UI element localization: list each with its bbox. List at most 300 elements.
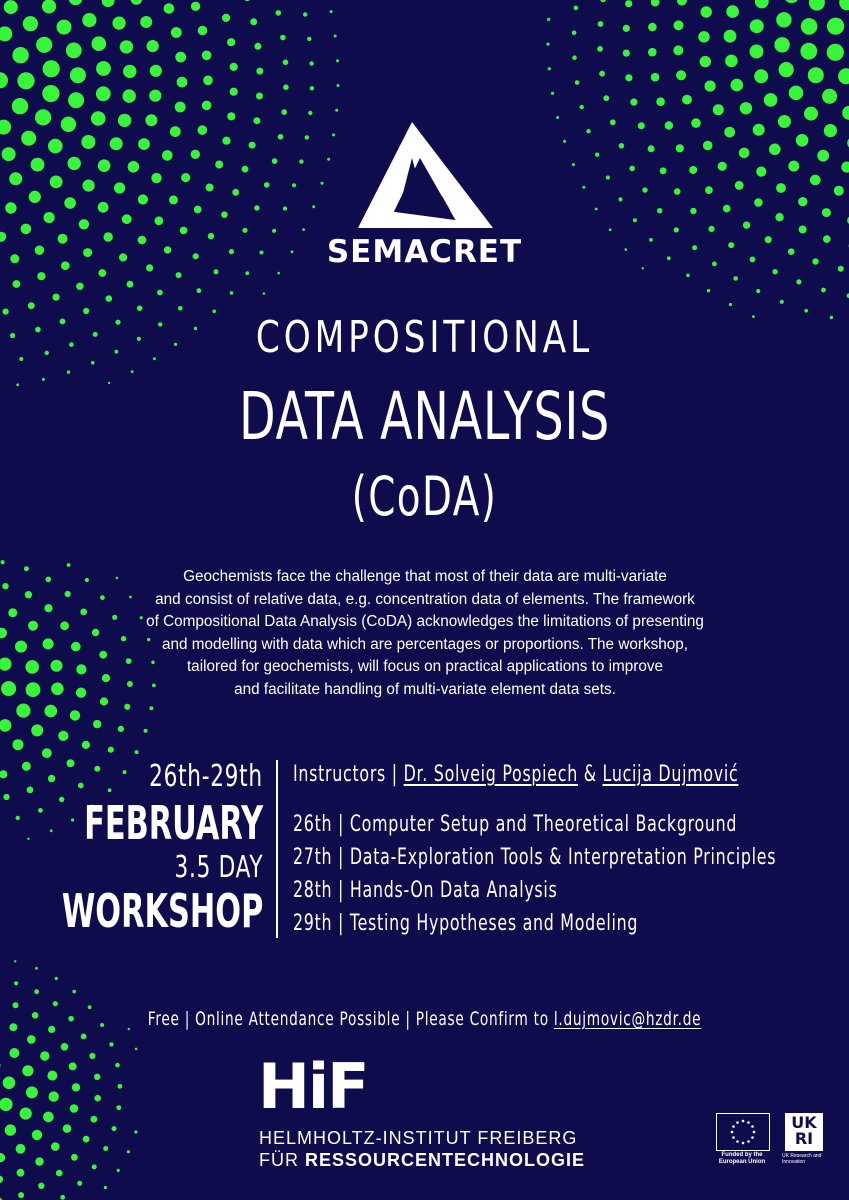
date-range: 26th-29th	[149, 759, 263, 794]
decorative-dot	[547, 18, 550, 21]
eu-star	[742, 1142, 745, 1145]
decorative-dot	[23, 16, 38, 31]
decorative-dot	[118, 726, 124, 732]
schedule-item	[293, 878, 558, 903]
decorative-dot	[100, 697, 108, 705]
decorative-dot	[651, 73, 660, 82]
decorative-dot	[281, 109, 287, 115]
mountain-logo-icon	[350, 118, 500, 233]
decorative-dot	[32, 1130, 42, 1140]
decorative-dot	[25, 660, 39, 674]
decorative-dot	[0, 72, 8, 88]
decorative-dot	[34, 989, 39, 994]
decorative-dot	[10, 333, 15, 338]
decorative-dot	[625, 74, 632, 81]
decorative-dot	[25, 591, 32, 598]
schedule-topic: Computer Setup and Theoretical Background	[349, 812, 738, 837]
decorative-dot	[149, 706, 153, 710]
decorative-dot	[17, 72, 34, 89]
decorative-dot	[15, 641, 27, 653]
description-line: and modelling with data which are percentages or proportions. The workshop,	[161, 635, 689, 653]
decorative-dot	[198, 26, 208, 36]
decorative-dot	[725, 55, 738, 68]
decorative-dot	[250, 18, 257, 25]
decorative-dot	[77, 1181, 82, 1186]
decorative-dot	[700, 56, 711, 67]
decorative-dot	[71, 642, 81, 652]
decorative-dot	[13, 1002, 19, 1008]
decorative-dot	[96, 86, 111, 101]
instructors-label: Instructors |	[293, 762, 398, 787]
eu-star	[731, 1131, 734, 1134]
decorative-dot	[0, 1098, 13, 1111]
instructor-name-2[interactable]: Lucija Dujmović	[602, 762, 739, 787]
decorative-dot	[149, 90, 161, 102]
decorative-dot	[648, 23, 657, 32]
decorative-dot	[137, 305, 143, 311]
decorative-dot	[22, 1065, 33, 1076]
decorative-dot	[648, 48, 657, 57]
decorative-dot	[45, 705, 58, 718]
title-line-3: (CoDA)	[351, 465, 498, 528]
decorative-dot	[682, 95, 692, 105]
decorative-dot	[750, 45, 764, 59]
description-line: Geochemists face the challenge that most of their data are multi-variate	[183, 568, 667, 585]
decorative-dot	[0, 26, 12, 41]
ukri-logo	[785, 1113, 823, 1151]
ukri-logo-text: UKRI	[791, 1113, 817, 1148]
decorative-dot	[740, 102, 752, 114]
schedule-topic: Hands-On Data Analysis	[349, 878, 558, 903]
hif-logo: HiF	[258, 1050, 368, 1123]
decorative-dot	[67, 759, 75, 767]
decorative-dot	[1, 560, 5, 564]
decorative-dot	[69, 342, 74, 347]
decorative-dot	[821, 288, 826, 293]
decorative-dot	[49, 1091, 59, 1101]
decorative-dot	[26, 682, 41, 697]
decorative-dot	[283, 60, 289, 66]
eu-flag-icon	[716, 1113, 770, 1151]
decorative-dot	[764, 93, 778, 107]
decorative-dot	[70, 710, 80, 720]
decorative-dot	[623, 25, 630, 32]
decorative-dot	[72, 990, 76, 994]
decorative-dot	[27, 838, 29, 840]
decorative-dot	[67, 563, 71, 567]
eu-star	[747, 1121, 750, 1124]
decorative-dot	[123, 770, 127, 774]
decorative-dot	[102, 0, 115, 7]
decorative-dot	[839, 0, 849, 10]
decorative-dot	[9, 1048, 19, 1058]
decorative-dot	[830, 316, 833, 319]
decorative-dot	[58, 731, 68, 741]
decorative-dot	[309, 61, 313, 65]
institute-name-prefix: FÜR	[259, 1150, 299, 1170]
decorative-dot	[85, 578, 89, 582]
decorative-dot	[104, 1186, 107, 1189]
decorative-dot	[68, 1016, 74, 1022]
decorative-dot	[599, 71, 605, 77]
decorative-dot	[35, 967, 38, 970]
schedule-day: 26th	[293, 812, 333, 837]
eu-star	[747, 1140, 750, 1143]
decorative-dot	[96, 61, 111, 76]
institute-name-line-1: HELMHOLTZ-INSTITUT FREIBERG	[259, 1128, 578, 1148]
decorative-dot	[822, 89, 837, 104]
decorative-dot	[731, 79, 744, 92]
decorative-dot	[12, 47, 28, 63]
decorative-dot	[70, 1104, 79, 1113]
decorative-dot	[82, 741, 90, 749]
decorative-dot	[108, 747, 114, 753]
decorative-dot	[256, 93, 263, 100]
decorative-dot	[43, 638, 54, 649]
footer-info-text: Free | Online Attendance Possible | Please Confirm to	[147, 1008, 549, 1030]
decorative-dot	[76, 283, 83, 290]
decorative-dot	[26, 1086, 38, 1098]
decorative-dot	[600, 0, 606, 2]
decorative-dot	[131, 370, 134, 373]
decorative-dot	[698, 31, 709, 42]
decorative-dot	[116, 1105, 121, 1110]
semacret-wordmark: SEMACRET	[326, 234, 523, 270]
decorative-dot	[50, 829, 53, 832]
decorative-dot	[256, 68, 263, 75]
decorative-dot	[230, 63, 238, 71]
decorative-dot	[92, 1164, 97, 1169]
decorative-dot	[89, 1053, 95, 1059]
decorative-dot	[127, 281, 134, 288]
decorative-dot	[51, 1142, 60, 1151]
decorative-dot	[230, 88, 238, 96]
decorative-dot	[134, 1130, 137, 1133]
decorative-dot	[115, 1063, 120, 1068]
decorative-dot	[780, 300, 784, 304]
decorative-dot	[310, 86, 314, 90]
decorative-dot	[59, 797, 64, 802]
decorative-dot	[263, 292, 266, 295]
eu-star	[751, 1125, 754, 1128]
decorative-dot	[623, 50, 630, 57]
decorative-dot	[42, 378, 45, 381]
decorative-dot	[35, 327, 41, 333]
decorative-dot	[0, 719, 11, 732]
eu-star	[736, 1140, 739, 1143]
decorative-dot	[43, 1112, 54, 1123]
decorative-dot	[827, 18, 844, 35]
vertical-divider	[276, 760, 278, 938]
schedule-day: 28th	[293, 878, 333, 903]
decorative-dot	[178, 306, 183, 311]
decorative-dot	[28, 621, 38, 631]
decorative-dot	[677, 0, 687, 6]
schedule-item	[293, 812, 737, 837]
decorative-dot	[20, 1108, 32, 1120]
decorative-dot	[42, 85, 59, 102]
decorative-dot	[572, 55, 577, 60]
description-line: and consist of relative data, e.g. concentration data of elements. The framework	[155, 590, 695, 608]
decorative-dot	[280, 35, 286, 41]
decorative-dot	[171, 27, 182, 38]
eu-funding-text: Funded by the European Union	[718, 1152, 766, 1165]
decorative-dot	[202, 51, 212, 61]
decorative-dot	[69, 1062, 77, 1070]
decorative-dot	[135, 1048, 138, 1051]
decorative-dot	[337, 84, 340, 87]
decorative-dot	[53, 294, 60, 301]
eu-star	[732, 1136, 735, 1139]
decorative-dot	[754, 69, 768, 83]
decorative-dot	[38, 1183, 44, 1189]
decorative-dot	[72, 1083, 80, 1091]
decorative-dot	[45, 351, 49, 355]
decorative-dot	[0, 628, 7, 639]
decorative-dot	[283, 84, 289, 90]
decorative-dot	[28, 302, 35, 309]
decorative-dot	[144, 729, 148, 733]
decorative-dot	[42, 748, 52, 758]
semacret-logo	[0, 118, 849, 268]
decorative-dot	[71, 1154, 78, 1161]
decorative-dot	[784, 0, 799, 3]
title-line-2: DATA ANALYSIS	[238, 378, 610, 455]
decorative-dot	[102, 674, 110, 682]
description-line: of Compositional Data Analysis (CoDA) acknowledges the limitations of presenting	[146, 613, 704, 630]
decorative-dot	[92, 629, 99, 636]
decorative-dot	[335, 109, 338, 112]
decorative-dot	[3, 1077, 16, 1090]
decorative-dot	[307, 37, 311, 41]
decorative-dot	[676, 70, 686, 80]
decorative-dot	[801, 18, 818, 35]
decorative-dot	[175, 52, 186, 63]
decorative-dot	[597, 46, 603, 52]
decorative-dot	[51, 683, 64, 696]
decorative-dot	[66, 43, 82, 59]
decorative-dot	[131, 0, 143, 5]
decorative-dot	[42, 0, 56, 14]
decorative-dot	[51, 660, 63, 672]
institute-name-line-2	[259, 1150, 585, 1171]
instructors-joiner: &	[583, 762, 597, 787]
decorative-dot	[598, 21, 604, 27]
decorative-dot	[1, 681, 16, 696]
decorative-dot	[729, 303, 732, 306]
decorative-dot	[123, 89, 136, 102]
decorative-dot	[99, 651, 107, 659]
decorative-dot	[776, 12, 791, 27]
decorative-dot	[60, 319, 66, 325]
contact-email-link[interactable]: l.dujmovic@hzdr.de	[553, 1008, 702, 1030]
decorative-dot	[88, 1005, 92, 1009]
decorative-dot	[0, 658, 12, 671]
decorative-dot	[656, 97, 665, 106]
decorative-dot	[580, 105, 584, 109]
decorative-dot	[3, 794, 9, 800]
decorative-dot	[94, 766, 100, 772]
decorative-dot	[150, 65, 162, 77]
decorative-dot	[65, 591, 71, 597]
decorative-dot	[67, 370, 70, 373]
eu-star	[742, 1120, 745, 1123]
decorative-dot	[70, 67, 86, 83]
decorative-dot	[63, 1124, 72, 1133]
decorative-dot	[81, 1034, 87, 1040]
decorative-dot	[809, 0, 825, 11]
decorative-dot	[112, 1126, 117, 1131]
decorative-dot	[14, 981, 18, 985]
decorative-dot	[78, 783, 84, 789]
decorative-dot	[108, 788, 112, 792]
schedule-item	[293, 911, 638, 936]
event-duration: 3.5 DAY	[174, 850, 263, 885]
institute-name-bold: RESSOURCENTECHNOLOGIE	[305, 1150, 586, 1170]
decorative-dot	[3, 309, 9, 315]
decorative-dot	[227, 38, 235, 46]
decorative-dot	[726, 5, 739, 18]
decorative-dot	[651, 0, 660, 7]
decorative-dot	[109, 1042, 113, 1046]
footer-info	[119, 1008, 730, 1030]
decorative-dot	[94, 1074, 100, 1080]
decorative-dot	[756, 289, 760, 293]
eu-star	[753, 1131, 756, 1134]
decorative-dot	[0, 1176, 3, 1183]
decorative-dot	[674, 20, 684, 30]
decorative-dot	[47, 1071, 57, 1081]
decorative-dot	[16, 816, 20, 820]
decorative-dot	[83, 1136, 90, 1143]
decorative-dot	[175, 102, 186, 113]
description-line: and facilitate handling of multi-variate element data sets.	[234, 680, 616, 698]
event-type: WORKSHOP	[61, 884, 263, 938]
decorative-dot	[82, 13, 96, 27]
decorative-dot	[100, 595, 105, 600]
decorative-dot	[38, 808, 43, 813]
decorative-dot	[55, 977, 58, 980]
decorative-dot	[17, 1169, 25, 1177]
instructors-line	[293, 762, 738, 787]
decorative-dot	[214, 269, 219, 274]
decorative-dot	[804, 309, 808, 313]
decorative-dot	[80, 609, 87, 616]
decorative-dot	[53, 1001, 58, 1006]
decorative-dot	[120, 40, 133, 53]
decorative-dot	[0, 1153, 5, 1162]
decorative-dot	[334, 35, 337, 38]
schedule-item	[293, 845, 776, 870]
decorative-dot	[701, 6, 712, 17]
decorative-dot	[548, 67, 551, 70]
decorative-dot	[673, 45, 683, 55]
decorative-dot	[92, 36, 107, 51]
decorative-dot	[36, 37, 52, 53]
decorative-dot	[32, 1012, 39, 1019]
decorative-dot	[113, 17, 126, 30]
schedule-separator: |	[338, 812, 345, 837]
decorative-dot	[254, 43, 261, 50]
decorative-dot	[43, 60, 60, 77]
decorative-dot	[164, 3, 175, 14]
decorative-dot	[177, 77, 188, 88]
decorative-dot	[336, 59, 339, 62]
instructor-name-1[interactable]: Dr. Solveig Pospiech	[403, 762, 578, 787]
decorative-dot	[93, 720, 101, 728]
decorative-dot	[117, 1169, 120, 1172]
decorative-dot	[140, 16, 152, 28]
description	[110, 566, 740, 701]
decorative-dot	[46, 577, 52, 583]
decorative-dot	[789, 86, 804, 101]
schedule-separator: |	[338, 845, 345, 870]
decorative-dot	[31, 724, 43, 736]
decorative-dot	[625, 0, 632, 7]
decorative-dot	[27, 787, 34, 794]
schedule-topic: Data-Exploration Tools & Interpretation Principles	[349, 845, 777, 870]
decorative-dot	[303, 12, 307, 16]
decorative-dot	[69, 0, 83, 5]
decorative-dot	[12, 98, 28, 114]
description-line: tailored for geochemists, will focus on practical applications to improve	[186, 658, 664, 675]
decorative-dot	[8, 608, 17, 617]
decorative-dot	[222, 14, 230, 22]
decorative-dot	[244, 0, 251, 1]
decorative-dot	[68, 92, 84, 108]
event-month: FEBRUARY	[84, 796, 263, 850]
decorative-dot	[230, 291, 234, 295]
decorative-dot	[48, 775, 55, 782]
decorative-dot	[276, 10, 282, 16]
decorative-dot	[202, 101, 212, 111]
schedule-day: 27th	[293, 845, 333, 870]
decorative-dot	[127, 1150, 130, 1153]
decorative-dot	[4, 0, 18, 14]
decorative-dot	[630, 99, 637, 106]
decorative-dot	[774, 37, 789, 52]
decorative-dot	[135, 750, 139, 754]
decorative-dot	[118, 1084, 123, 1089]
decorative-dot	[22, 762, 31, 771]
decorative-dot	[18, 1192, 24, 1198]
decorative-dot	[98, 269, 106, 277]
decorative-dot	[40, 1051, 49, 1060]
decorative-dot	[5, 1124, 16, 1135]
decorative-dot	[123, 65, 136, 78]
decorative-dot	[176, 272, 182, 278]
decorative-dot	[705, 81, 716, 92]
decorative-dot	[71, 818, 74, 821]
decorative-dot	[13, 739, 24, 750]
decorative-dot	[108, 382, 110, 384]
decorative-dot	[100, 1023, 104, 1027]
decorative-dot	[197, 288, 202, 293]
decorative-dot	[755, 0, 769, 8]
decorative-dot	[24, 566, 29, 571]
schedule-separator: |	[338, 911, 345, 936]
decorative-dot	[37, 272, 45, 280]
decorative-dot	[277, 272, 280, 275]
decorative-dot	[707, 289, 710, 292]
decorative-dot	[124, 704, 130, 710]
decorative-dot	[16, 1144, 26, 1154]
decorative-dot	[103, 1146, 108, 1151]
decorative-dot	[60, 1195, 65, 1200]
decorative-dot	[27, 1035, 36, 1044]
eu-star	[751, 1136, 754, 1139]
decorative-dot	[713, 104, 724, 115]
